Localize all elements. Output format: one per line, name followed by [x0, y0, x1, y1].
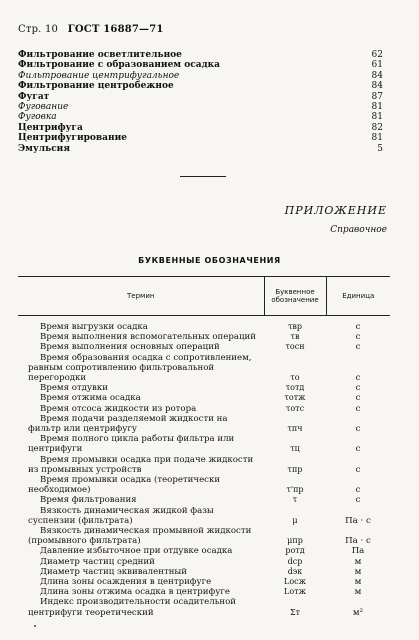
index-entry: [18, 102, 383, 112]
cell-unit: с: [355, 342, 361, 353]
table-row: [18, 353, 390, 384]
index-term: Фильтрование центробежное: [18, 81, 174, 92]
table-row: [18, 506, 390, 526]
table-row: [18, 383, 390, 393]
cell-unit: м: [354, 577, 362, 588]
header-symbol: Буквенное обозначение: [264, 277, 326, 316]
cell-symbol: τотс: [285, 403, 305, 413]
appendix-subtitle: Справочное: [330, 225, 387, 235]
index-term: Фуговка: [18, 112, 57, 123]
cell-symbol: τотд: [285, 383, 305, 393]
index-term: Фильтрование центрифугальное: [18, 70, 180, 81]
index-term: Фильтрование с образованием осадка: [18, 60, 220, 71]
symbols-table-wrap: [18, 276, 390, 618]
table-row: [18, 526, 390, 546]
index-term: Центрифугирование: [18, 133, 127, 144]
cell-symbol: Lотж: [284, 587, 306, 597]
index-page: 62: [371, 50, 383, 60]
cell-unit: м: [354, 556, 362, 567]
cell-term: Индекс производительности осадительной центрифуги теоретический: [28, 597, 237, 618]
cell-term: Время фильтрования: [40, 495, 137, 506]
cell-unit: с: [355, 322, 361, 332]
table-row: [18, 597, 390, 617]
cell-symbol: τ: [292, 495, 298, 505]
cell-unit: Па: [351, 546, 365, 557]
cell-symbol: Σт: [289, 607, 301, 617]
cell-term: Время подачи разделяемой жидкости на фильтр или центрифугу: [28, 413, 228, 435]
index-page: 81: [371, 101, 383, 112]
cell-symbol: pотд: [285, 546, 305, 556]
cell-term: Давление избыточное при отдувке осадка: [40, 546, 233, 557]
cell-symbol: τвр: [287, 322, 303, 331]
cell-term: Вязкость динамическая промывной жидкости (промывного фильтрата): [28, 526, 252, 547]
cell-term: Время отжима осадка: [40, 393, 141, 404]
index-page: 81: [371, 112, 383, 123]
symbols-table: [18, 276, 390, 618]
header-term: Термин: [18, 277, 264, 316]
cell-symbol: τотж: [284, 393, 306, 403]
index-term: Фугование: [18, 101, 69, 112]
section-divider: [180, 176, 226, 177]
cell-symbol: μ: [292, 515, 298, 525]
index-entry: [18, 81, 383, 91]
cell-unit: с: [355, 403, 361, 414]
index-page: 84: [371, 81, 383, 92]
cell-unit: м²: [352, 607, 364, 618]
cell-term: Время выполнения вспомогательных операций: [40, 332, 256, 343]
index-entry: [18, 144, 383, 154]
index-entry: [18, 71, 383, 81]
subject-index: [18, 50, 383, 154]
cell-symbol: μпр: [287, 536, 303, 546]
cell-symbol: dэк: [287, 566, 303, 576]
cell-unit: с: [355, 464, 361, 475]
index-page: 87: [371, 91, 383, 102]
cell-unit: м: [354, 587, 362, 598]
index-entry: [18, 60, 383, 70]
index-entry: [18, 133, 383, 143]
cell-term: Время отсоса жидкости из ротора: [40, 403, 197, 414]
index-term: Эмульсия: [18, 143, 70, 154]
cell-unit: с: [355, 485, 361, 496]
table-row: [18, 587, 390, 597]
cell-unit: Па · с: [345, 515, 371, 526]
index-page: 82: [371, 122, 383, 133]
page-number: Стр. 10: [18, 24, 59, 35]
cell-term: Длина зоны осаждения в центрифуге: [40, 577, 212, 588]
appendix-title: ПРИЛОЖЕНИЕ: [284, 204, 387, 217]
index-entry: [18, 92, 383, 102]
page-header: [18, 24, 164, 35]
table-row: [18, 546, 390, 556]
table-row: [18, 567, 390, 577]
index-entry: [18, 50, 383, 60]
index-page: 5: [377, 143, 383, 154]
cell-unit: с: [355, 383, 361, 394]
table-row: [18, 404, 390, 414]
table-row: [18, 577, 390, 587]
cell-unit: Па · с: [345, 536, 371, 547]
table-row: [18, 342, 390, 352]
table-row: [18, 455, 390, 475]
cell-term: Время полного цикла работы фильтра или центрифуги: [28, 434, 235, 455]
cell-symbol: dср: [287, 556, 303, 566]
cell-symbol: τв: [290, 332, 300, 342]
cell-term: Диаметр частиц средний: [40, 556, 155, 567]
cell-unit: с: [355, 393, 361, 404]
cell-term: Время отдувки: [40, 383, 108, 394]
cell-term: Время выгрузки осадка: [40, 322, 148, 332]
table-row: [18, 414, 390, 434]
index-entry: [18, 123, 383, 133]
standard-number: ГОСТ 16887—71: [67, 24, 164, 35]
table-row: [18, 332, 390, 342]
table-row: [18, 393, 390, 403]
cell-term: Длина зоны отжима осадка в центрифуге: [40, 587, 230, 598]
index-term: Фильтрование осветлительное: [18, 50, 182, 60]
header-unit: Единица: [326, 277, 390, 316]
table-row: [18, 557, 390, 567]
table-row: [18, 475, 390, 495]
cell-term: Время образования осадка с сопротивлением, равным сопротивлению фильтровальной перегородки: [28, 352, 252, 384]
appendix-heading: [285, 204, 387, 235]
table-row: [18, 316, 390, 333]
index-page: 81: [371, 133, 383, 144]
cell-symbol: τосн: [285, 342, 305, 352]
index-page: 84: [371, 70, 383, 81]
cell-term: Время промывки осадка (теоретически необходимое): [28, 475, 221, 496]
cell-unit: с: [355, 495, 361, 506]
table-header-row: [18, 277, 390, 316]
cell-unit: с: [355, 424, 361, 435]
index-term: Фугат: [18, 91, 50, 102]
cell-unit: с: [355, 444, 361, 455]
cell-term: Диаметр частиц эквивалентный: [40, 566, 187, 577]
cell-symbol: τ'пр: [286, 485, 304, 495]
cell-symbol: τпр: [287, 464, 303, 474]
cell-term: Время промывки осадка при подаче жидкости из промывных устройств: [28, 454, 254, 475]
cell-symbol: Lосж: [284, 577, 306, 587]
cell-term: Время выполнения основных операций: [40, 342, 220, 353]
cell-unit: с: [355, 332, 361, 343]
stray-mark: [34, 625, 36, 627]
index-entry: [18, 112, 383, 122]
section-title: БУКВЕННЫЕ ОБОЗНАЧЕНИЯ: [138, 256, 281, 265]
cell-symbol: τц: [290, 444, 300, 454]
cell-unit: с: [355, 373, 361, 384]
index-page: 61: [371, 60, 383, 71]
cell-unit: м: [354, 566, 362, 577]
table-row: [18, 495, 390, 505]
cell-symbol: τо: [290, 373, 300, 383]
cell-term: Вязкость динамическая жидкой фазы суспензии (фильтрата): [28, 505, 214, 526]
index-term: Центрифуга: [18, 122, 83, 133]
table-body: [18, 316, 390, 618]
table-row: [18, 434, 390, 454]
cell-symbol: τпч: [287, 424, 303, 434]
